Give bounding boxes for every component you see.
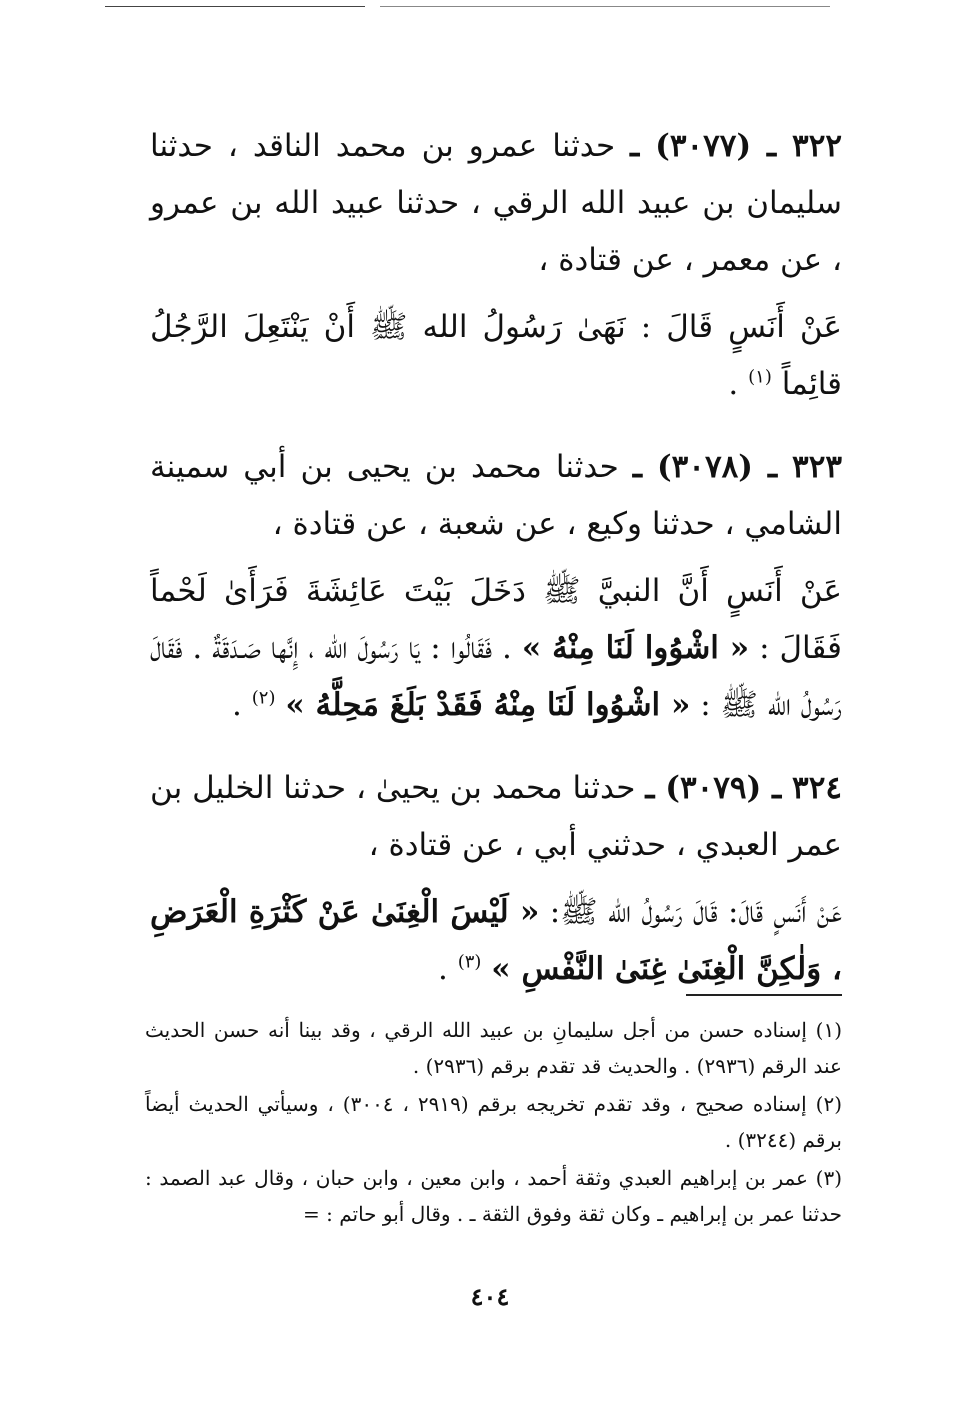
hadith-isnad — [150, 118, 842, 289]
matn-end: . — [728, 366, 739, 402]
matn-end: . — [437, 951, 448, 987]
hadith-number: ٣٢٣ ـ (٣٠٧٨) ـ — [632, 449, 842, 485]
matn-text: عَنْ أَنَسٍ قَالَ : نَهَىٰ رَسُولُ الله ﷺ أَنْ يَنْتَعِلَ الرَّجُلُ قائِماً — [150, 309, 842, 402]
footnote-marker[interactable]: (٣) — [457, 951, 482, 973]
matn-end: . — [232, 687, 242, 723]
footnote-marker[interactable]: (٢) — [251, 687, 276, 709]
header-rule — [105, 6, 365, 7]
footnote: (٣) عمر بن إبراهيم العبدي وثقة أحمد ، وابن معين ، وابن حبان ، وقال عبد الصمد : حدثنا عمر بن إبراهيم ـ وكان ثقة وفوق الثقة ـ . وقال أبو حاتم : = — [145, 1166, 842, 1226]
page-number: ٤٠٤ — [470, 1282, 510, 1311]
hadith-isnad — [150, 760, 842, 874]
isnad-text: حدثنا محمد بن يحيىٰ ، حدثنا الخليل بن عمر العبدي ، حدثني أبي ، عن قتادة ، — [150, 770, 842, 863]
matn-text: عَنْ أَنَسٍ أَنَّ النبيَّ ﷺ دَخَلَ بَيْتَ عَائِشَةَ فَرَأَىٰ لَحْماً فَقَالَ : — [150, 573, 843, 666]
hadith-matn — [150, 299, 842, 413]
footnote-marker[interactable]: (١) — [748, 366, 772, 388]
isnad-text: حدثنا عمرو بن محمد الناقد ، حدثنا سليمان بن عبيد الله الرقي ، حدثنا عبيد الله بن عمرو ، عن معمر ، عن قتادة ، — [150, 128, 842, 278]
footnote-separator — [686, 994, 842, 996]
hadith-matn — [150, 884, 842, 998]
hadith-matn — [150, 563, 842, 734]
prophetic-quote: « اشْوُوا لَنَا مِنْهُ » — [521, 630, 750, 666]
footnotes — [145, 1012, 842, 1234]
hadith-isnad — [150, 439, 842, 553]
hadith-number: ٣٢٤ ـ (٣٠٧٩) ـ — [645, 770, 842, 806]
header-rule-secondary — [380, 6, 830, 7]
main-text — [150, 118, 842, 1024]
prophetic-quote: « اشْوُوا لَنَا مِنْهُ فَقَدْ بَلَغَ مَحِلَّهُ » — [285, 687, 691, 723]
isnad-text: حدثنا محمد بن يحيى بن أبي سمينة الشامي ، حدثنا وكيع ، عن شعبة ، عن قتادة ، — [150, 449, 842, 542]
matn-text: . فَقَالُوا : يَا رَسُولَ الله ، إِنَّها صَـدَقَةٌ . فَقَالَ رَسُولُ الله ﷺ : — [150, 630, 842, 723]
matn-text: عَنْ أَنَسٍ قَالَ: قَالَ رَسُولُ الله ﷺ: — [549, 894, 843, 930]
hadith-number: ٣٢٢ ـ (٣٠٧٧) ـ — [630, 128, 842, 164]
footnote: (٢) إسناده صحيح ، وقد تقدم تخريجه برقم (٢٩١٩ ، ٣٠٠٤) ، وسيأتي الحديث أيضاً برقم (٣٢٤٤) . — [145, 1092, 842, 1152]
footnote: (١) إسناده حسن من أجل سليمانِ بن عبيد الله الرقي ، وقد بينا أنه حسن الحديث عند الرقم (٢٩٣٦) . والحديث قد تقدم برقم (٢٩٣٦) . — [145, 1018, 842, 1078]
prophetic-quote: « لَيْسَ الْغِنَىٰ عَنْ كَثْرَةِ الْعَرَضِ ، وَلٰكِنَّ الْغِنَىٰ غِنَىٰ النَّفْسِ » — [150, 894, 842, 987]
